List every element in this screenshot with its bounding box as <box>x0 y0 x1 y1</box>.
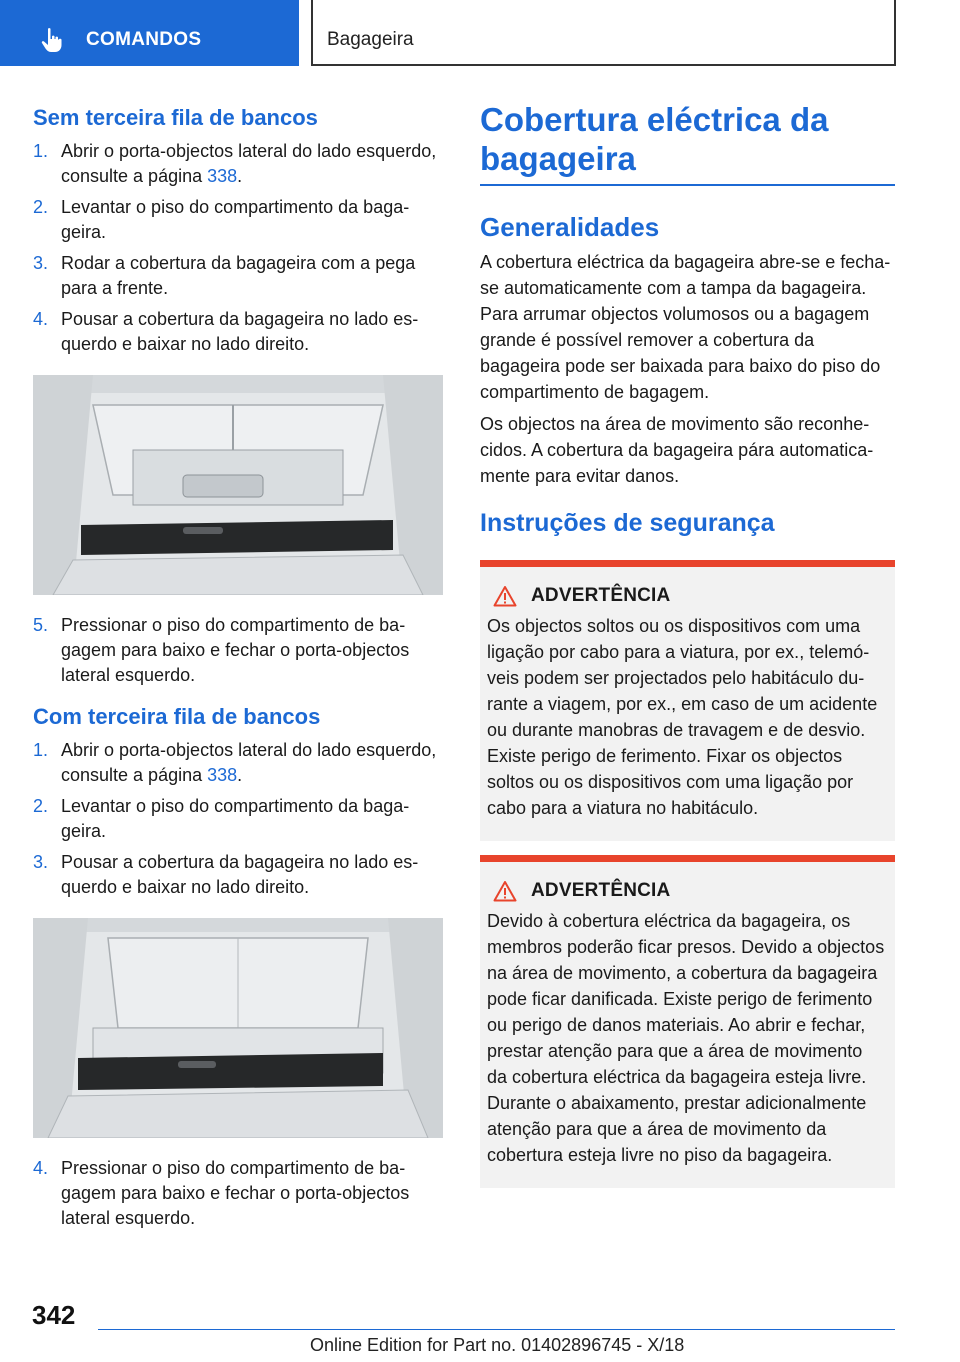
step-text: Abrir o porta-objectos lateral do lado esquerdo, consulte a página <box>61 141 437 186</box>
heading-general: Generalidades <box>480 212 660 242</box>
heading-without-third-row: Sem terceira fila de bancos <box>33 105 318 130</box>
steps-with-third-row <box>33 738 443 900</box>
page-number: 342 <box>32 1300 76 1330</box>
trunk-illustration-2 <box>33 918 443 1138</box>
chapter-tab[interactable] <box>0 0 299 66</box>
paragraph-general-2: Os objectos na área de movimento são reconhecidos. A cobertura da bagageira pára automaticamente para evitar danos. <box>480 414 874 486</box>
step-number: 4. <box>33 309 49 329</box>
paragraph-general-1: A cobertura eléctrica da bagageira abre-se e fecha-se automaticamente com a tampa da bagageira. Para arrumar objectos volumosos ou a bagagem grande é possível remover a cobertura da bagageira pode ser baixada para baixo do piso do compartimento de bagagem. <box>480 252 891 402</box>
step-number: 4. <box>33 1158 49 1178</box>
heading-with-third-row: Com terceira fila de bancos <box>33 704 321 729</box>
list-item <box>33 850 443 900</box>
page-reference-link[interactable]: 338 <box>207 765 238 785</box>
step-text-end: . <box>237 765 243 785</box>
step-number: 2. <box>33 796 49 816</box>
step-text-end: . <box>237 166 243 186</box>
footer-divider <box>98 1329 895 1330</box>
list-item <box>33 613 443 688</box>
warning-triangle-icon <box>493 585 517 607</box>
list-item <box>33 307 443 357</box>
list-item <box>33 1156 443 1231</box>
warning-box-2 <box>480 855 895 1188</box>
step-text: Pressionar o piso do compartimento de bagagem para baixo e fechar o porta-objectos lateral esquerdo. <box>61 615 410 685</box>
steps-with-third-row-cont <box>33 1156 443 1231</box>
step-number: 3. <box>33 253 49 273</box>
step-number: 1. <box>33 740 49 760</box>
list-item <box>33 738 443 788</box>
page-reference-link[interactable]: 338 <box>207 166 238 186</box>
warning-title: ADVERTÊNCIA <box>531 585 671 606</box>
list-item <box>33 251 443 301</box>
hand-pointer-icon <box>40 27 64 53</box>
section-title: Bagageira <box>327 29 414 50</box>
step-text: Levantar o piso do compartimento da bagageira. <box>61 796 410 841</box>
step-text: Pressionar o piso do compartimento de bagagem para baixo e fechar o porta-objectos lateral esquerdo. <box>61 1158 410 1228</box>
steps-without-third-row <box>33 139 443 357</box>
heading-safety: Instruções de segurança <box>480 509 775 537</box>
trunk-photo-with-third-row <box>33 918 443 1138</box>
step-text: Levantar o piso do compartimento da bagageira. <box>61 197 410 242</box>
list-item <box>33 794 443 844</box>
left-column <box>33 100 443 1237</box>
step-number: 3. <box>33 852 49 872</box>
step-text: Pousar a cobertura da bagageira no lado esquerdo e baixar no lado direito. <box>61 309 419 354</box>
right-column <box>480 100 895 1188</box>
page-title: Cobertura eléctrica da bagageira <box>480 101 829 177</box>
warning-box-1 <box>480 560 895 841</box>
warning-header <box>487 585 887 607</box>
step-number: 5. <box>33 615 49 635</box>
list-item <box>33 139 443 189</box>
step-text: Rodar a cobertura da bagageira com a pega para a frente. <box>61 253 416 298</box>
steps-without-third-row-cont <box>33 613 443 688</box>
warning-text: Os objectos soltos ou os dispositivos com uma ligação por cabo para a viatura, por ex., telemóveis podem ser projectados pelo habitáculo durante a viagem, por ex., em caso de um acidente ou durante manobras de travagem e de desvio. Existe perigo de ferimento. Fixar os objectos soltos ou os dispositivos com uma ligação por cabo para a viatura no habitáculo. <box>487 616 878 818</box>
step-text: Abrir o porta-objectos lateral do lado esquerdo, consulte a página <box>61 740 437 785</box>
step-number: 2. <box>33 197 49 217</box>
warning-text: Devido à cobertura eléctrica da bagageira, os membros poderão ficar presos. Devido a objectos na área de movimento, a cobertura da bagageira pode ficar danificada. Existe perigo de ferimento ou perigo de danos materiais. Ao abrir e fechar, prestar atenção para que a área de movimento da cobertura eléctrica da bagageira esteja livre. Durante o abaixamento, prestar adicionalmente atenção para que a área de movimento da cobertura esteja livre no piso da bagageira. <box>487 911 885 1165</box>
title-divider <box>480 184 895 186</box>
warning-title: ADVERTÊNCIA <box>531 880 671 901</box>
trunk-photo-without-third-row <box>33 375 443 595</box>
warning-triangle-icon <box>493 880 517 902</box>
chapter-tab-label: COMANDOS <box>86 29 202 50</box>
trunk-illustration-1 <box>33 375 443 595</box>
list-item <box>33 195 443 245</box>
step-number: 1. <box>33 141 49 161</box>
warning-header <box>487 880 887 902</box>
footer-edition: Online Edition for Part no. 01402896745 - X/18 <box>310 1335 685 1355</box>
step-text: Pousar a cobertura da bagageira no lado esquerdo e baixar no lado direito. <box>61 852 419 897</box>
section-header <box>311 0 896 66</box>
